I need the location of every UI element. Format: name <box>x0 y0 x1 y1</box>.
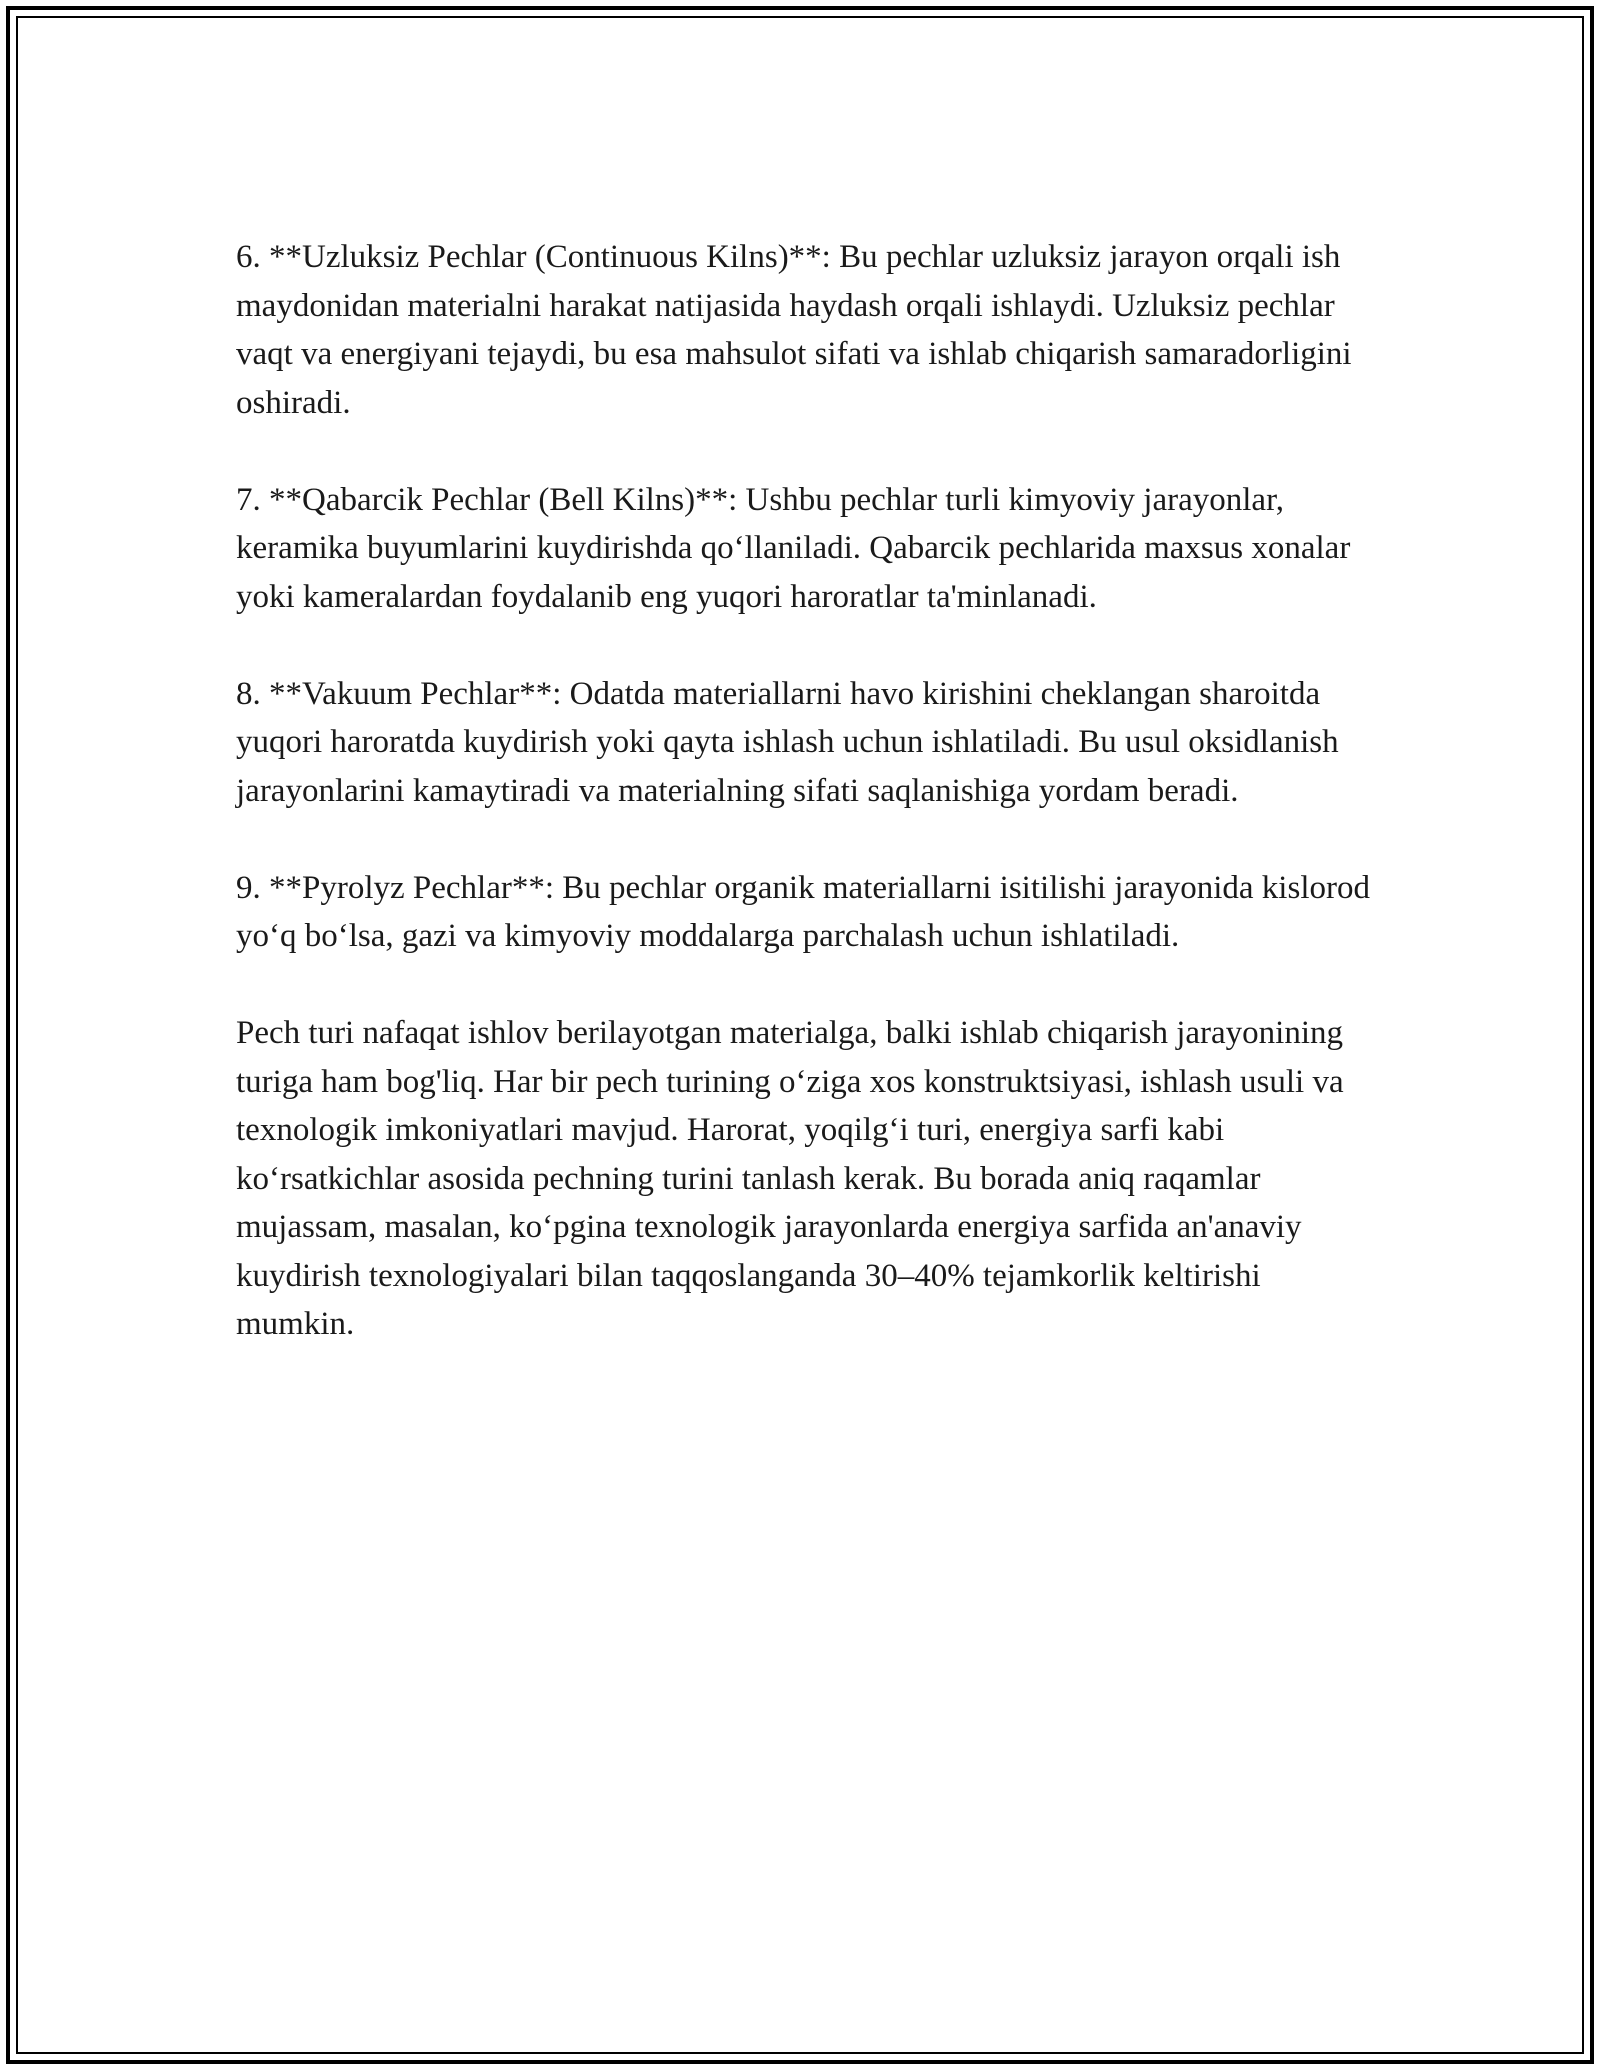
document-body <box>236 233 1386 1397</box>
paragraph-vacuum-furnaces: 8. **Vakuum Pechlar**: Odatda materiallarni havo kirishini cheklangan sharoitda yuqori haroratda kuydirish yoki qayta ishlash uchun ishlatiladi. Bu usul oksidlanish jarayonlarini kamaytiradi va materialning sifati saqlanishiga yordam beradi. <box>236 675 1339 809</box>
paragraph-continuous-kilns: 6. **Uzluksiz Pechlar (Continuous Kilns)**: Bu pechlar uzluksiz jarayon orqali ish maydonidan materialni harakat natijasida haydash orqali ishlaydi. Uzluksiz pechlar vaqt va energiyani tejaydi, bu esa mahsulot sifati va ishlab chiqarish samaradorligini oshiradi. <box>236 239 1352 421</box>
paragraph-bell-kilns: 7. **Qabarcik Pechlar (Bell Kilns)**: Ushbu pechlar turli kimyoviy jarayonlar, keramika buyumlarini kuydirishda qoʻllaniladi. Qabarcik pechlarida maxsus xonalar yoki kameralardan foydalanib eng yuqori haroratlar ta'minlanadi. <box>236 481 1351 615</box>
paragraph-pyrolysis-furnaces: 9. **Pyrolyz Pechlar**: Bu pechlar organik materiallarni isitilishi jarayonida kislorod yoʻq boʻlsa, gazi va kimyoviy moddalarga parchalash uchun ishlatiladi. <box>236 869 1370 954</box>
paragraph-conclusion: Pech turi nafaqat ishlov berilayotgan materialga, balki ishlab chiqarish jarayonining turiga ham bog'liq. Har bir pech turining oʻziga xos konstruktsiyasi, ishlash usuli va texnologik imkoniyatlari mavjud. Harorat, yoqilgʻi turi, energiya sarfi kabi koʻrsatkichlar asosida pechning turini tanlash kerak. Bu borada aniq raqamlar mujassam, masalan, koʻpgina texnologik jarayonlarda energiya sarfida an'anaviy kuydirish texnologiyalari bilan taqqoslanganda 30–40% tejamkorlik keltirishi mumkin. <box>236 1015 1344 1342</box>
